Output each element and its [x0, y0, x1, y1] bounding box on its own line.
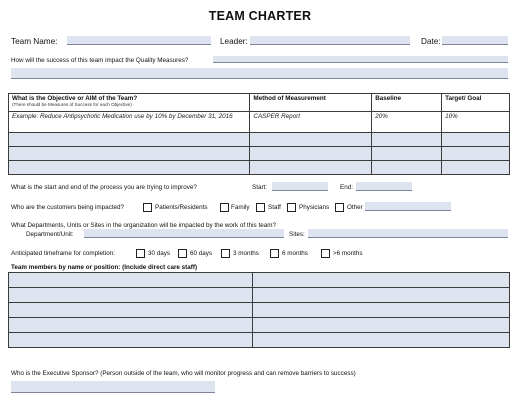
baseline-header: Baseline [372, 94, 442, 112]
patients-residents-label: Patients/Residents [155, 204, 208, 211]
member-cell[interactable] [252, 303, 510, 318]
department-unit-field[interactable] [84, 229, 284, 238]
success-answer-field-1[interactable] [213, 56, 508, 63]
department-unit-label: Department/Unit: [26, 231, 74, 238]
objective-header: What is the Objective or AIM of the Team? [12, 95, 138, 102]
member-cell[interactable] [252, 333, 510, 348]
start-label: Start: [252, 184, 268, 191]
member-cell[interactable] [9, 288, 253, 303]
example-baseline: 20% [372, 112, 442, 133]
example-method: CASPER Report [250, 112, 372, 133]
table-row [9, 273, 510, 288]
method-cell[interactable] [250, 133, 372, 147]
objective-cell[interactable] [9, 147, 250, 161]
target-cell[interactable] [442, 161, 510, 175]
team-members-label: Team members by name or position: (Include direct care staff) [11, 264, 198, 271]
method-header: Method of Measurement [250, 94, 372, 112]
success-answer-field-2[interactable] [11, 68, 508, 79]
executive-sponsor-question: Who is the Executive Sponsor? (Person outside of the team, who will monitor progress and can remove barriers to success) [11, 370, 356, 377]
other-label: Other [347, 204, 363, 211]
table-row [9, 147, 510, 161]
patients-residents-checkbox[interactable] [143, 203, 152, 212]
target-cell[interactable] [442, 133, 510, 147]
team-name-label: Team Name: [11, 37, 58, 46]
end-label: End: [340, 184, 353, 191]
sites-field[interactable] [308, 229, 508, 238]
other-checkbox[interactable] [335, 203, 344, 212]
table-row [9, 303, 510, 318]
objective-header-cell [9, 94, 250, 112]
table-row [9, 161, 510, 175]
member-cell[interactable] [252, 318, 510, 333]
baseline-cell[interactable] [372, 147, 442, 161]
leader-field[interactable] [250, 36, 410, 45]
executive-sponsor-field[interactable] [11, 381, 215, 393]
objectives-header-row [9, 94, 510, 112]
timeframe-60-days-checkbox[interactable] [178, 249, 187, 258]
objective-cell[interactable] [9, 133, 250, 147]
method-cell[interactable] [250, 147, 372, 161]
family-checkbox[interactable] [220, 203, 229, 212]
target-header: Target/ Goal [442, 94, 510, 112]
objectives-example-row [9, 112, 510, 133]
team-name-field[interactable] [67, 36, 211, 45]
objective-cell[interactable] [9, 161, 250, 175]
physicians-checkbox[interactable] [287, 203, 296, 212]
other-field[interactable] [365, 202, 451, 211]
timeframe-6-months-checkbox[interactable] [270, 249, 279, 258]
table-row [9, 288, 510, 303]
sites-label: Sites: [289, 231, 305, 238]
timeframe-30-days-label: 30 days [148, 250, 171, 257]
staff-checkbox[interactable] [256, 203, 265, 212]
timeframe-6-months-label: 6 months [282, 250, 308, 257]
timeframe-more-6-months-checkbox[interactable] [321, 249, 330, 258]
timeframe-60-days-label: 60 days [190, 250, 213, 257]
member-cell[interactable] [9, 318, 253, 333]
member-cell[interactable] [252, 273, 510, 288]
success-question: How will the success of this team impact the Quality Measures? [11, 57, 189, 64]
objectives-table [8, 93, 510, 175]
start-field[interactable] [272, 182, 328, 191]
member-cell[interactable] [9, 273, 253, 288]
example-objective: Example: Reduce Antipsychotic Medication use by 10% by December 31, 2016 [9, 112, 250, 133]
method-cell[interactable] [250, 161, 372, 175]
customers-question: Who are the customers being impacted? [11, 204, 125, 211]
timeframe-3-months-checkbox[interactable] [221, 249, 230, 258]
team-members-table [8, 272, 510, 348]
end-field[interactable] [356, 182, 412, 191]
member-cell[interactable] [9, 303, 253, 318]
member-cell[interactable] [252, 288, 510, 303]
target-cell[interactable] [442, 147, 510, 161]
physicians-label: Physicians [299, 204, 330, 211]
staff-label: Staff [268, 204, 281, 211]
date-label: Date: [421, 37, 441, 46]
baseline-cell[interactable] [372, 133, 442, 147]
timeframe-3-months-label: 3 months [233, 250, 259, 257]
timeframe-30-days-checkbox[interactable] [136, 249, 145, 258]
member-cell[interactable] [9, 333, 253, 348]
objective-subheader: (There should be Measures of Success for each Objective) [12, 102, 132, 107]
baseline-cell[interactable] [372, 161, 442, 175]
example-target: 10% [442, 112, 510, 133]
table-row [9, 133, 510, 147]
table-row [9, 333, 510, 348]
date-field[interactable] [442, 36, 508, 45]
timeframe-label: Anticipated timeframe for completion: [11, 250, 115, 257]
process-question: What is the start and end of the process you are trying to improve? [11, 184, 197, 191]
page-title: TEAM CHARTER [208, 9, 312, 23]
timeframe-more-6-months-label: >6 months [333, 250, 363, 257]
leader-label: Leader: [220, 37, 248, 46]
departments-question: What Departments, Units or Sites in the organization will be impacted by the work of this team? [11, 222, 276, 229]
family-label: Family [231, 204, 250, 211]
table-row [9, 318, 510, 333]
